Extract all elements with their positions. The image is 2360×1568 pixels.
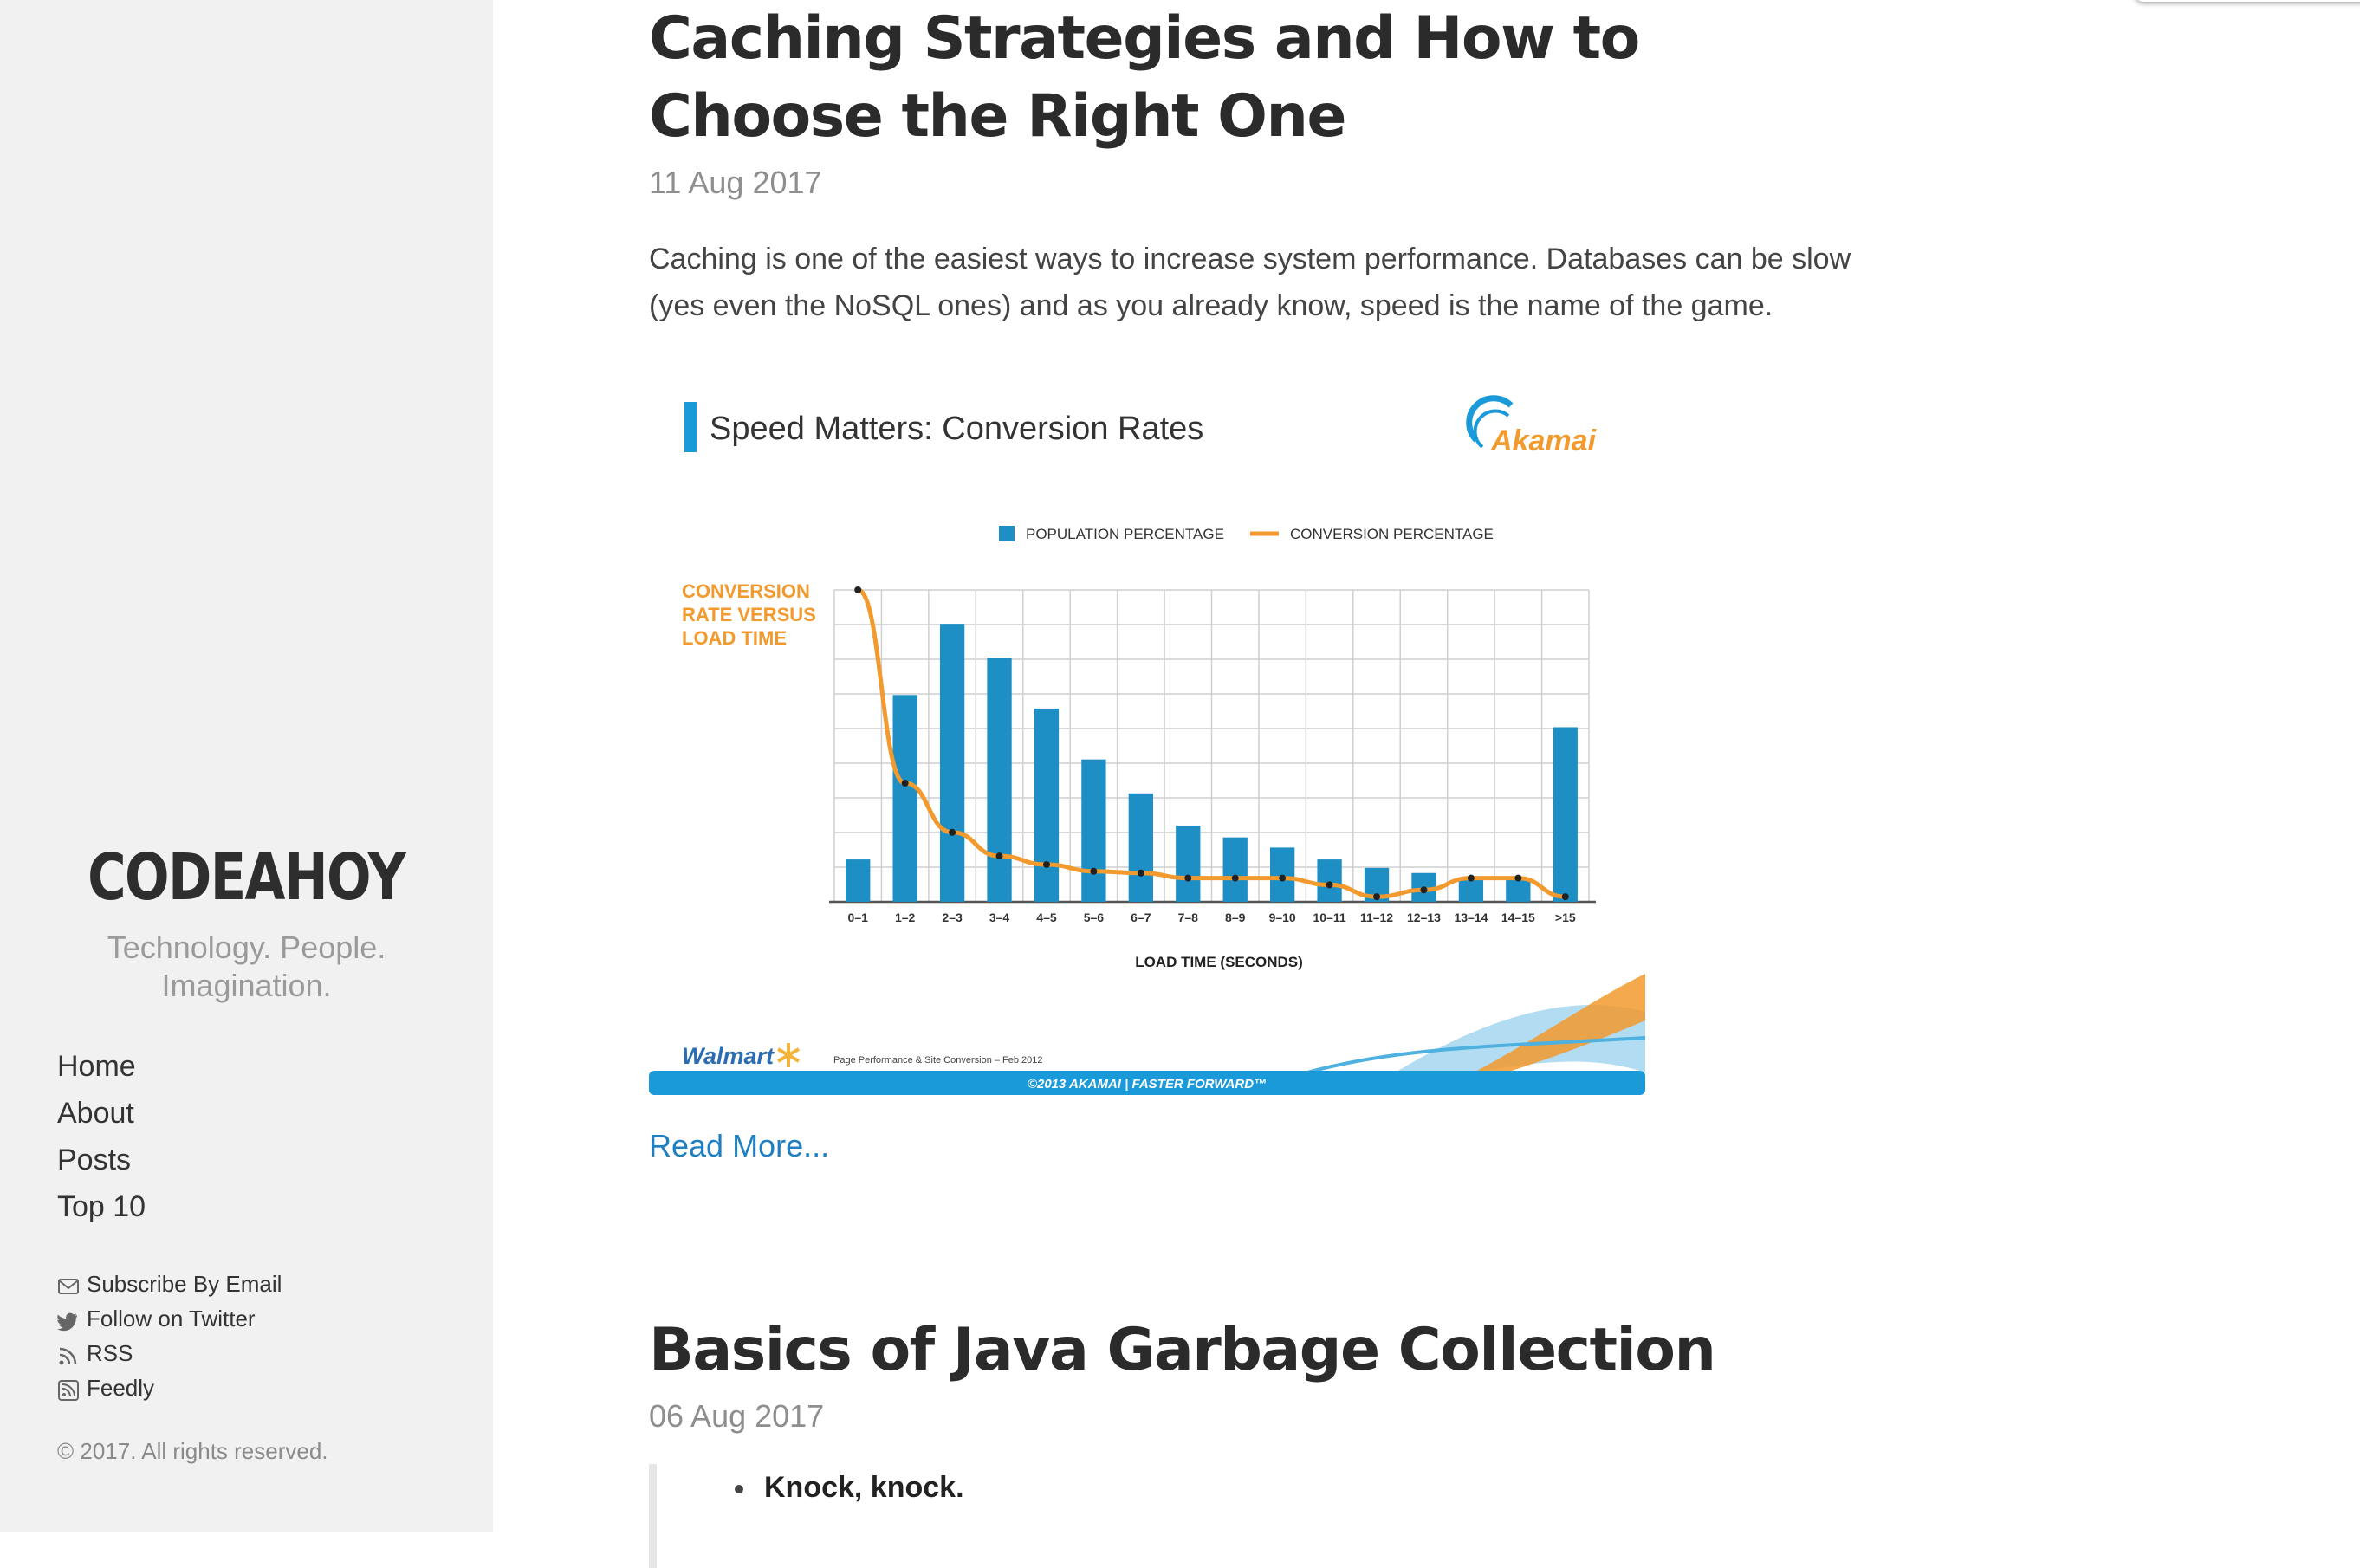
follow-twitter-label: Follow on Twitter — [87, 1306, 256, 1332]
bar-14–15 — [1506, 880, 1530, 902]
brand — [0, 840, 493, 1005]
side-label — [682, 580, 816, 649]
nav-about[interactable]: About — [57, 1097, 134, 1130]
post-caching — [649, 0, 1862, 1164]
chart-x-ticks — [848, 910, 1576, 924]
conversion-point-10–11 — [1326, 881, 1333, 888]
follow-twitter-link[interactable] — [57, 1301, 282, 1336]
conversion-point-11–12 — [1373, 893, 1380, 900]
x-tick-label: 6–7 — [1131, 910, 1151, 924]
bar-10–11 — [1317, 859, 1341, 902]
feedly-icon — [57, 1377, 80, 1399]
nav-top-10[interactable]: Top 10 — [57, 1190, 146, 1223]
rss-link[interactable] — [57, 1336, 282, 1370]
conversion-point->15 — [1562, 893, 1569, 900]
bar-1–2 — [893, 695, 917, 902]
legend-label-conversion: CONVERSION PERCENTAGE — [1290, 526, 1494, 542]
blockquote-list-item — [735, 1464, 1862, 1511]
x-tick-label: 12–13 — [1407, 910, 1441, 924]
chart-legend — [999, 526, 1494, 542]
nav-posts[interactable]: Posts — [57, 1144, 132, 1176]
subscribe-email-label: Subscribe By Email — [87, 1271, 282, 1297]
bar-8–9 — [1223, 838, 1248, 902]
copyright: © 2017. All rights reserved. — [57, 1438, 328, 1464]
feedly-label: Feedly — [87, 1375, 155, 1401]
x-tick-label: 11–12 — [1359, 910, 1394, 924]
feedly-link[interactable] — [57, 1370, 282, 1405]
x-tick-label: 4–5 — [1036, 910, 1057, 924]
x-tick-label: 3–4 — [989, 910, 1010, 924]
social-links — [57, 1267, 282, 1405]
post-list — [649, 0, 1862, 1164]
x-tick-label: 13–14 — [1454, 910, 1488, 924]
sidebar-nav — [57, 1043, 146, 1230]
subscribe-email-link[interactable] — [57, 1267, 282, 1301]
figure-footer — [649, 974, 1645, 1095]
conversion-point-14–15 — [1514, 875, 1521, 882]
bar-7–8 — [1176, 826, 1200, 902]
floating-card-edge — [2135, 0, 2360, 2]
x-tick-label: 10–11 — [1313, 910, 1346, 924]
conversion-point-3–4 — [996, 852, 1003, 859]
nav-home[interactable]: Home — [57, 1050, 136, 1083]
rss-icon — [57, 1342, 80, 1364]
legend-swatch-population — [999, 526, 1015, 541]
bullet-icon — [735, 1485, 743, 1493]
x-tick-label: 9–10 — [1268, 910, 1296, 924]
post-date: 06 Aug 2017 — [649, 1398, 825, 1434]
footer-strip-text: ©2013 AKAMAI | FASTER FORWARD™ — [1027, 1077, 1268, 1092]
bar-13–14 — [1459, 880, 1483, 902]
legend-label-population: POPULATION PERCENTAGE — [1026, 526, 1224, 542]
sidebar — [0, 0, 493, 1532]
x-tick-label: 5–6 — [1083, 910, 1105, 924]
envelope-icon — [57, 1273, 80, 1295]
post-java-gc — [649, 1312, 1862, 1568]
side-label-line-3: LOAD TIME — [682, 627, 787, 649]
bar-5–6 — [1081, 760, 1105, 902]
speed-matters-chart — [649, 379, 1645, 1095]
conversion-point-0–1 — [854, 586, 861, 593]
bar-2–3 — [940, 624, 964, 902]
post-date: 11 Aug 2017 — [649, 165, 822, 200]
blockquote-text: Knock, knock. — [764, 1471, 964, 1504]
site-tagline: Technology. People. Imagination. — [107, 930, 386, 1003]
x-tick-label: 1–2 — [894, 910, 916, 924]
conversion-point-4–5 — [1043, 861, 1050, 868]
site-logo[interactable]: CODEAHOY — [88, 840, 405, 915]
x-tick-label: 0–1 — [847, 910, 868, 924]
bar-6–7 — [1129, 794, 1153, 902]
figure-title: Speed Matters: Conversion Rates — [710, 411, 1204, 447]
post-excerpt: Caching is one of the easiest ways to increase system performance. Databases can be slow (yes even the NoSQL ones) and as you already know, speed is the name of the game. — [649, 243, 1851, 322]
akamai-logo — [1469, 398, 1598, 457]
conversion-point-8–9 — [1232, 875, 1239, 882]
conversion-point-6–7 — [1138, 870, 1144, 877]
bar-4–5 — [1034, 709, 1059, 902]
walmart-spark-icon — [778, 1043, 799, 1067]
post-title[interactable]: Caching Strategies and How to Choose the Right One — [649, 4, 1639, 151]
walmart-logo: Walmart — [682, 1043, 775, 1069]
x-tick-label: 2–3 — [942, 910, 963, 924]
twitter-icon — [57, 1307, 80, 1330]
post-figure — [649, 379, 1645, 1095]
read-more-link[interactable]: Read More... — [649, 1128, 830, 1163]
side-label-line-2: RATE VERSUS — [682, 604, 816, 625]
conversion-point-13–14 — [1468, 875, 1475, 882]
post-blockquote — [649, 1464, 1862, 1568]
conversion-point-1–2 — [902, 780, 909, 787]
post-title[interactable]: Basics of Java Garbage Collection — [649, 1316, 1715, 1384]
title-accent-bar — [684, 402, 697, 452]
conversion-point-5–6 — [1090, 868, 1097, 875]
x-tick-label: >15 — [1554, 910, 1576, 924]
conversion-point-7–8 — [1184, 875, 1191, 882]
conversion-point-9–10 — [1279, 875, 1286, 882]
bar->15 — [1553, 727, 1578, 902]
bar-0–1 — [846, 859, 870, 902]
conversion-point-2–3 — [949, 829, 956, 836]
rss-label: RSS — [87, 1340, 133, 1366]
x-tick-label: 14–15 — [1501, 910, 1535, 924]
side-label-line-1: CONVERSION — [682, 580, 810, 602]
x-tick-label: 8–9 — [1225, 910, 1246, 924]
x-tick-label: 7–8 — [1177, 910, 1198, 924]
akamai-wordmark: Akamai — [1491, 424, 1596, 457]
conversion-point-12–13 — [1420, 886, 1427, 893]
bar-3–4 — [987, 658, 1011, 902]
footer-caption: Page Performance & Site Conversion – Feb 2012 — [833, 1055, 1043, 1066]
x-axis-label: LOAD TIME (SECONDS) — [1135, 954, 1303, 970]
